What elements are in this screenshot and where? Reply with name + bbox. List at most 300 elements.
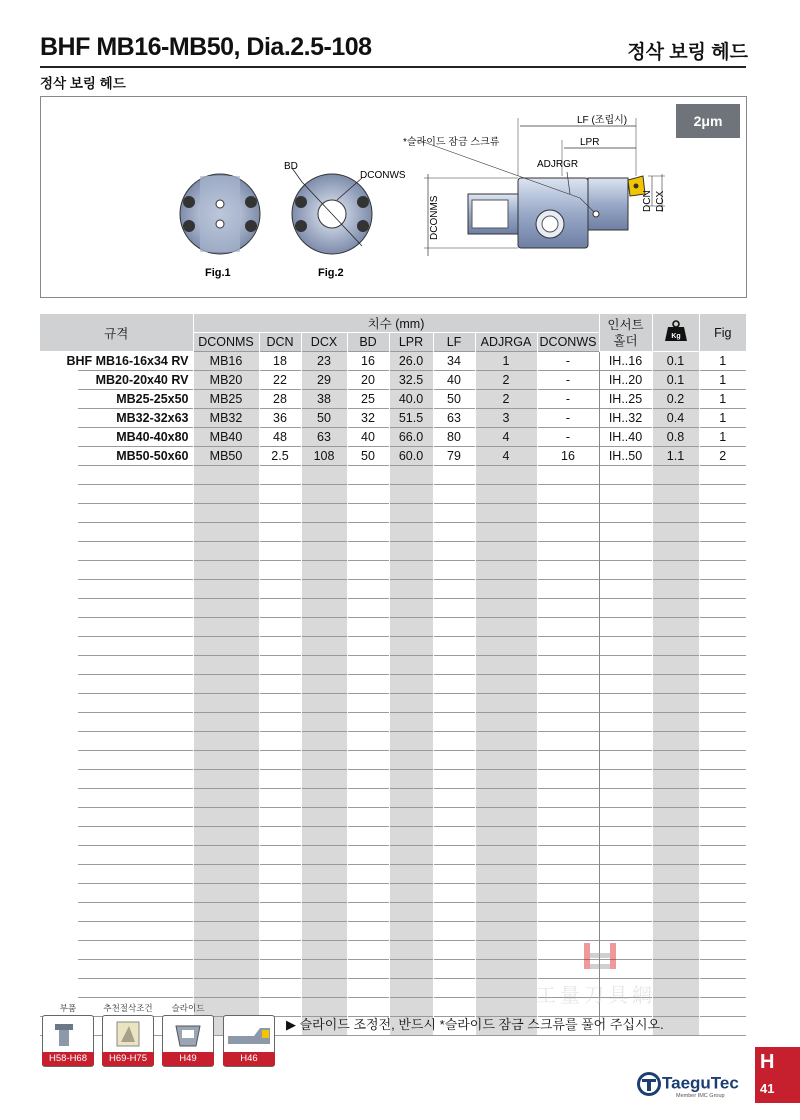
cell-dcn — [259, 770, 301, 789]
cell-fig: 1 — [699, 428, 746, 447]
cell-bd — [347, 846, 389, 865]
technical-drawing — [40, 96, 745, 296]
cell-dcn — [259, 694, 301, 713]
cell-adjrga — [475, 675, 537, 694]
cell-fig — [699, 789, 746, 808]
cell-adjrga — [475, 960, 537, 979]
cell-dcx: 38 — [301, 390, 347, 409]
cell-fig — [699, 979, 746, 998]
cell-dconms: MB20 — [193, 371, 259, 390]
cell-dconms: MB40 — [193, 428, 259, 447]
cell-dcx: 63 — [301, 428, 347, 447]
cell-dconws: - — [537, 428, 599, 447]
cell-dconms — [193, 580, 259, 599]
cell-dconws — [537, 808, 599, 827]
ref-page-holder[interactable]: H46 — [223, 1052, 275, 1066]
cell-weight — [652, 732, 699, 751]
cell-fig — [699, 466, 746, 485]
cell-dcn: 48 — [259, 428, 301, 447]
cell-bd — [347, 922, 389, 941]
cell-dconws — [537, 466, 599, 485]
cell-bd — [347, 485, 389, 504]
cell-weight — [652, 694, 699, 713]
table-row — [40, 922, 746, 941]
spec-name-cell — [78, 561, 193, 580]
cell-lf — [433, 485, 475, 504]
cell-lpr — [389, 485, 433, 504]
cell-lpr — [389, 922, 433, 941]
cell-dconws — [537, 770, 599, 789]
cell-bd: 20 — [347, 371, 389, 390]
cell-adjrga — [475, 466, 537, 485]
cell-dconws — [537, 599, 599, 618]
cell-bd: 40 — [347, 428, 389, 447]
row-gutter — [40, 618, 78, 637]
insert-holder-icon — [224, 1016, 274, 1052]
cell-dconms — [193, 941, 259, 960]
spec-name-cell — [78, 827, 193, 846]
table-row — [40, 580, 746, 599]
cell-dcx — [301, 713, 347, 732]
cell-lf — [433, 789, 475, 808]
cell-dconws — [537, 846, 599, 865]
table-row — [40, 827, 746, 846]
cell-lf — [433, 656, 475, 675]
cell-dcx: 50 — [301, 409, 347, 428]
cell-dcx — [301, 599, 347, 618]
cell-weight: 0.4 — [652, 409, 699, 428]
cell-weight — [652, 827, 699, 846]
cell-dconms — [193, 713, 259, 732]
cell-dconms — [193, 922, 259, 941]
table-row — [40, 903, 746, 922]
row-gutter — [40, 523, 78, 542]
table-row — [40, 656, 746, 675]
cell-dcx — [301, 694, 347, 713]
cell-lf — [433, 618, 475, 637]
spec-name-cell — [78, 599, 193, 618]
cell-dcx — [301, 808, 347, 827]
cell-lpr: 32.5 — [389, 371, 433, 390]
table-row — [40, 599, 746, 618]
table-row — [40, 542, 746, 561]
cell-dcx — [301, 827, 347, 846]
row-gutter — [40, 675, 78, 694]
spec-name-cell — [78, 694, 193, 713]
table-row — [40, 485, 746, 504]
cell-holder — [599, 656, 652, 675]
cell-dconws — [537, 485, 599, 504]
fig-header: Fig — [699, 314, 746, 352]
spec-name-cell — [78, 675, 193, 694]
col-header-dconws: DCONWS — [537, 333, 599, 352]
row-gutter — [40, 865, 78, 884]
row-gutter — [40, 599, 78, 618]
cell-lpr — [389, 789, 433, 808]
spec-name-cell — [78, 846, 193, 865]
cell-holder — [599, 770, 652, 789]
cell-bd: 50 — [347, 447, 389, 466]
cell-lpr: 26.0 — [389, 352, 433, 371]
table-row — [40, 561, 746, 580]
fig2-label: Fig.2 — [318, 267, 344, 279]
spec-name-cell — [78, 960, 193, 979]
taegutec-logo-icon — [636, 1071, 662, 1097]
cell-dconms — [193, 751, 259, 770]
dconms-label: DCONMS — [429, 195, 440, 240]
spec-name-cell — [78, 504, 193, 523]
cell-fig — [699, 637, 746, 656]
cell-fig — [699, 998, 746, 1017]
cell-holder — [599, 618, 652, 637]
cell-dconws — [537, 523, 599, 542]
cell-lpr — [389, 599, 433, 618]
table-row — [40, 390, 746, 409]
cell-dcn — [259, 732, 301, 751]
cell-bd — [347, 675, 389, 694]
cell-dcn — [259, 808, 301, 827]
cell-bd: 25 — [347, 390, 389, 409]
slide-icon — [163, 1016, 213, 1052]
cell-bd — [347, 713, 389, 732]
cell-lpr — [389, 865, 433, 884]
cell-dcn — [259, 941, 301, 960]
cell-lf — [433, 466, 475, 485]
cell-fig: 1 — [699, 371, 746, 390]
ref-page-cutting[interactable]: H69-H75 — [102, 1052, 154, 1066]
spec-name-cell — [78, 713, 193, 732]
cell-fig — [699, 694, 746, 713]
cell-lf — [433, 770, 475, 789]
cell-dconms: MB16 — [193, 352, 259, 371]
cell-weight — [652, 580, 699, 599]
cell-weight — [652, 675, 699, 694]
cell-lf: 40 — [433, 371, 475, 390]
cell-dcx — [301, 656, 347, 675]
cell-adjrga: 4 — [475, 428, 537, 447]
row-gutter — [40, 979, 78, 998]
table-row — [40, 770, 746, 789]
cell-dcn — [259, 979, 301, 998]
cell-bd — [347, 979, 389, 998]
row-gutter — [40, 732, 78, 751]
cell-dconws — [537, 922, 599, 941]
cell-bd — [347, 694, 389, 713]
cell-dconws — [537, 694, 599, 713]
cell-dcx — [301, 960, 347, 979]
cell-bd: 32 — [347, 409, 389, 428]
cell-lf: 50 — [433, 390, 475, 409]
cell-lpr — [389, 732, 433, 751]
cell-fig — [699, 770, 746, 789]
row-gutter — [40, 808, 78, 827]
cell-lpr — [389, 504, 433, 523]
table-row — [40, 371, 746, 390]
row-gutter — [40, 884, 78, 903]
row-gutter — [40, 390, 78, 409]
ref-label-cutting: 추천절삭조건 — [103, 1003, 153, 1013]
cell-dconms — [193, 732, 259, 751]
insert-holder-header: 인서트 홀더 — [599, 314, 652, 352]
col-header-lpr: LPR — [389, 333, 433, 352]
cell-lpr — [389, 960, 433, 979]
table-row — [40, 884, 746, 903]
spec-name-cell — [78, 941, 193, 960]
cell-adjrga — [475, 903, 537, 922]
spec-name-cell — [78, 751, 193, 770]
cell-holder — [599, 713, 652, 732]
cell-lf — [433, 808, 475, 827]
cell-dcn — [259, 523, 301, 542]
fig1-drawing — [180, 174, 260, 254]
section-tab[interactable] — [755, 1047, 800, 1103]
cell-fig — [699, 941, 746, 960]
cell-fig — [699, 504, 746, 523]
cell-dcx — [301, 485, 347, 504]
cell-lf — [433, 713, 475, 732]
ref-page-parts[interactable]: H58-H68 — [42, 1052, 94, 1066]
cell-lf — [433, 542, 475, 561]
cell-lpr — [389, 580, 433, 599]
cell-dcn — [259, 865, 301, 884]
spec-name-cell: MB50-50x60 — [78, 447, 193, 466]
row-gutter — [40, 713, 78, 732]
cutting-conditions-icon — [103, 1016, 153, 1052]
cell-dconms — [193, 523, 259, 542]
cell-adjrga — [475, 485, 537, 504]
spec-name-cell — [78, 466, 193, 485]
cell-holder — [599, 903, 652, 922]
cell-dcn — [259, 713, 301, 732]
cell-holder — [599, 884, 652, 903]
row-gutter — [40, 580, 78, 599]
footnote: ▶ 슬라이드 조정전, 반드시 *슬라이드 잠금 스크류를 풀어 주십시오. — [286, 1017, 664, 1032]
cell-adjrga — [475, 732, 537, 751]
cell-holder: IH..16 — [599, 352, 652, 371]
cell-fig — [699, 808, 746, 827]
spec-name-cell — [78, 922, 193, 941]
cell-dconws — [537, 827, 599, 846]
precision-badge: 2μm — [676, 104, 740, 138]
ref-label-slide: 슬라이드 — [171, 1003, 205, 1013]
cell-holder — [599, 789, 652, 808]
cell-adjrga — [475, 580, 537, 599]
table-row — [40, 732, 746, 751]
cell-dconws — [537, 542, 599, 561]
cell-dcx — [301, 675, 347, 694]
cell-lpr: 40.0 — [389, 390, 433, 409]
cell-lpr — [389, 713, 433, 732]
cell-adjrga — [475, 618, 537, 637]
cell-lf — [433, 960, 475, 979]
cell-dconws — [537, 561, 599, 580]
cell-bd — [347, 599, 389, 618]
cell-fig — [699, 542, 746, 561]
cell-weight — [652, 599, 699, 618]
cell-dcn — [259, 561, 301, 580]
cell-dcx — [301, 789, 347, 808]
cell-holder — [599, 523, 652, 542]
cell-bd — [347, 523, 389, 542]
cell-dconms — [193, 694, 259, 713]
spec-name-cell — [78, 618, 193, 637]
spec-name-cell — [78, 580, 193, 599]
cell-dconms — [193, 485, 259, 504]
cell-lpr — [389, 941, 433, 960]
cell-adjrga: 4 — [475, 447, 537, 466]
cell-bd — [347, 732, 389, 751]
spec-name-cell — [78, 903, 193, 922]
cell-dcx — [301, 865, 347, 884]
cell-weight — [652, 504, 699, 523]
cell-weight — [652, 751, 699, 770]
cell-holder — [599, 466, 652, 485]
cell-lf — [433, 751, 475, 770]
cell-dconms — [193, 808, 259, 827]
cell-dcx — [301, 523, 347, 542]
spec-name-cell — [78, 979, 193, 998]
cell-lpr — [389, 770, 433, 789]
page-subtitle: 정삭 보링 헤드 — [40, 76, 126, 91]
table-row — [40, 447, 746, 466]
cell-fig — [699, 846, 746, 865]
cell-holder: IH..40 — [599, 428, 652, 447]
cell-dconws — [537, 865, 599, 884]
dcn-label: DCN — [642, 190, 653, 212]
cell-dconms — [193, 656, 259, 675]
cell-lpr — [389, 903, 433, 922]
cell-lf — [433, 979, 475, 998]
logo-subtext: Member IMC Group — [676, 1093, 725, 1099]
cell-dconws — [537, 713, 599, 732]
cell-lf: 79 — [433, 447, 475, 466]
cell-weight — [652, 637, 699, 656]
cell-dcx — [301, 884, 347, 903]
cell-dcx: 29 — [301, 371, 347, 390]
table-row — [40, 808, 746, 827]
cell-weight: 0.1 — [652, 371, 699, 390]
cell-fig — [699, 1017, 746, 1036]
cell-holder — [599, 922, 652, 941]
cell-dconms — [193, 903, 259, 922]
row-gutter — [40, 827, 78, 846]
spec-name-cell — [78, 637, 193, 656]
spec-name-cell — [78, 732, 193, 751]
cell-lf — [433, 523, 475, 542]
cell-weight — [652, 618, 699, 637]
cell-fig — [699, 713, 746, 732]
table-row — [40, 523, 746, 542]
cell-lf: 63 — [433, 409, 475, 428]
spec-name-cell: MB32-32x63 — [78, 409, 193, 428]
cell-weight: 0.2 — [652, 390, 699, 409]
col-header-bd: BD — [347, 333, 389, 352]
title-rule — [40, 66, 746, 68]
cell-adjrga — [475, 770, 537, 789]
cell-lpr — [389, 808, 433, 827]
cell-adjrga — [475, 884, 537, 903]
table-row — [40, 466, 746, 485]
cell-bd — [347, 751, 389, 770]
cell-weight — [652, 523, 699, 542]
cell-dcx — [301, 751, 347, 770]
cell-dcx — [301, 941, 347, 960]
cell-fig — [699, 865, 746, 884]
cell-adjrga — [475, 941, 537, 960]
cell-holder: IH..32 — [599, 409, 652, 428]
cell-holder — [599, 808, 652, 827]
cell-dcn — [259, 637, 301, 656]
cell-lpr — [389, 637, 433, 656]
spec-name-cell — [78, 770, 193, 789]
row-gutter — [40, 637, 78, 656]
cell-dconms: MB25 — [193, 390, 259, 409]
cell-dconms — [193, 789, 259, 808]
cell-lpr — [389, 523, 433, 542]
cell-dcx: 23 — [301, 352, 347, 371]
cell-dcx — [301, 542, 347, 561]
cell-bd — [347, 941, 389, 960]
cell-adjrga — [475, 751, 537, 770]
cell-bd — [347, 580, 389, 599]
ref-page-slide[interactable]: H49 — [162, 1052, 214, 1066]
cell-dcx — [301, 732, 347, 751]
cell-dcn — [259, 789, 301, 808]
spec-name-cell — [78, 485, 193, 504]
spec-name-cell — [78, 789, 193, 808]
cell-dconms — [193, 884, 259, 903]
cell-fig: 1 — [699, 352, 746, 371]
cell-dconms — [193, 675, 259, 694]
cell-dcn — [259, 846, 301, 865]
cell-dconms — [193, 542, 259, 561]
row-gutter — [40, 542, 78, 561]
cell-fig — [699, 884, 746, 903]
cell-holder — [599, 504, 652, 523]
cell-bd — [347, 637, 389, 656]
cell-weight — [652, 561, 699, 580]
cell-dconws: - — [537, 352, 599, 371]
cell-lf — [433, 846, 475, 865]
cell-dcn — [259, 466, 301, 485]
row-gutter — [40, 428, 78, 447]
section-tab-letter: H — [760, 1051, 775, 1073]
table-row — [40, 618, 746, 637]
cell-bd — [347, 770, 389, 789]
row-gutter — [40, 447, 78, 466]
cell-adjrga: 1 — [475, 352, 537, 371]
cell-dconms — [193, 466, 259, 485]
cell-lf — [433, 865, 475, 884]
row-gutter — [40, 751, 78, 770]
cell-holder — [599, 580, 652, 599]
cell-holder — [599, 732, 652, 751]
cell-weight — [652, 466, 699, 485]
table-row — [40, 865, 746, 884]
cell-bd — [347, 618, 389, 637]
section-title: 정삭 보링 헤드 — [627, 42, 748, 63]
cell-weight — [652, 903, 699, 922]
spec-name-cell — [78, 884, 193, 903]
spec-table — [40, 314, 746, 1036]
cell-lf — [433, 732, 475, 751]
cell-dcn — [259, 542, 301, 561]
cell-holder — [599, 846, 652, 865]
cell-weight — [652, 542, 699, 561]
cell-adjrga — [475, 694, 537, 713]
cell-bd — [347, 827, 389, 846]
row-gutter — [40, 846, 78, 865]
